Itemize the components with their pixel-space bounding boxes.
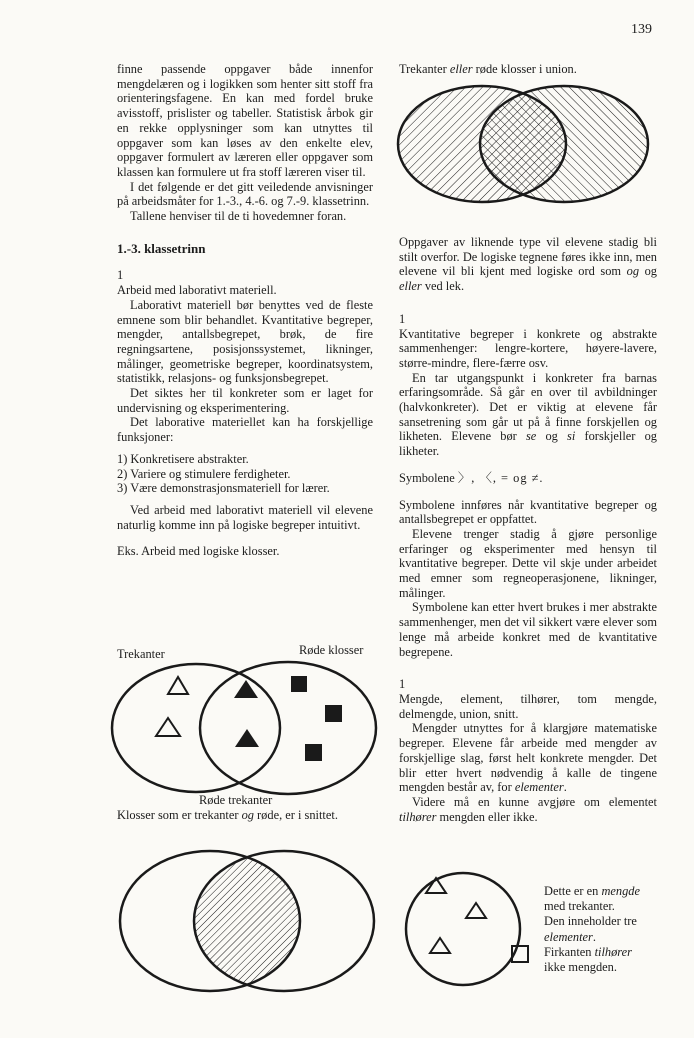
set-diagram [402,866,542,996]
page-number: 139 [631,22,652,37]
topic-number: 1 [117,268,124,283]
paragraph-experiences: Elevene trenger stadig å gjøre personlige erfaringer og eksperimenter med hensyn til kvantitative begreper. Dette vil skje under arbeidet med emner som regneoperasjonene, likninger, målinger. [399,526,657,600]
paragraph-functions: Det laborative materiellet kan ha forskjellige funksjoner: [117,415,373,445]
union-caption: Trekanter eller røde klosser i union. [399,62,577,76]
right-column [399,62,657,77]
venn-union [394,82,656,210]
paragraph-abstract: Symbolene kan etter hvert brukes i mer abstrakte sammenhenger, men det vil sikkert være elever som lenge må arbeide konkret med de kvantitative begrepene. [399,600,657,659]
list-item: 3) Være demonstrasjonsmateriell for lærer. [117,481,330,496]
venn-logic-blocks [110,660,382,796]
set-caption: Dette er en mengde med trekanter. Den inneholder tre elementer. Firkanten tilhører ikke mengden. [544,884,640,975]
paragraph-guidance: I det følgende er det gitt veiledende anvisninger på arbeidsmåter for 1.-3., 4.-6. og 7.-9. klassetrinn. [117,179,373,209]
paragraph-concrete: Det siktes her til konkreter som er laget for undervisning og eksperimentering. [117,386,373,415]
right-body [399,235,657,824]
paragraph-quantitative: Kvantitative begreper i konkrete og abstrakte sammenhenger: lengre-kortere, høyere-lavere, større-mindre, flere-færre osv. [399,326,657,370]
left-column [117,62,373,559]
example-caption: Eks. Arbeid med logiske klosser. [117,544,280,559]
function-list [117,452,373,496]
intro-paragraph: finne passende oppgaver både innenfor mengdelæren og i logikken som henter sitt stoff fra orienteringsfagene. En kan med fordel bruke avisstoff, prislister og tabeller. Statistisk årbok gir en rekke opplysninger som kan utnyttes til oppgaver som kan løses av den enkelte elev, oppgaver formulert av læreren eller oppgaver som klassen kan formulere ut fra stoff læreren viser til. [117,62,373,179]
paragraph-sets: Mengder utnyttes for å klargjøre matematiske begreper. Elevene får arbeide med mengder av forskjellige slag, først helt konkrete mengder. Det blir etter hvert nødvendig å kalle de tingene mengden består av, for elementer. [399,721,657,795]
list-item: 1) Konkretisere abstrakter. [117,451,249,466]
symbols-line: Symbolene 〉, 〈, = og ≠. [399,470,544,485]
paragraph-symbols-intro: Symbolene innføres når kvantitative begreper og antallsbegrepet er oppfattet. [399,497,657,527]
symbols: 〉, 〈, = og ≠. [457,470,544,485]
square-filled-icon [305,744,322,761]
paragraph-starting-point: En tar utgangspunkt i konkreter fra barnas erfaringsområde. Så går en over til avbildninger (halvkonkreter). Det er viktig at elevene får sansetrening som går ut på å finne forskjellen og likheten. Elevene bør se og si forskjeller og likheter. [399,370,657,459]
snitt-caption: Klosser som er trekanter og røde, er i snittet. [117,808,338,822]
triangle-filled-icon [235,729,259,747]
square-filled-icon [325,705,342,722]
topic-number: 1 [399,311,406,326]
paragraph-lab-material: Laborativt materiell bør benyttes ved de fleste emnene som blir behandlet. Kvantitative begreper, mengder, antallsbegrepet, brøk, de fire regningsartene, posisjonssystemet, likninger, målinger, geometriske begreper, koordinatsystem, statistikk, relasjons- og funksjonsbegrepet. [117,297,373,386]
subheading: Arbeid med laborativt materiell. [117,283,277,298]
venn-intersection [116,848,378,994]
label-trekanter: Trekanter [117,647,165,661]
section-heading: 1.-3. klassetrinn [117,240,206,256]
triangle-outline-icon [156,718,180,736]
topic-number: 1 [399,677,406,692]
paragraph-set-terms: Mengde, element, tilhører, tom mengde, delmengde, union, snitt. [399,691,657,721]
label-rode-trekanter: Røde trekanter [199,793,273,807]
triangle-outline-icon [168,677,188,694]
label-rode-klosser: Røde klosser [299,643,364,657]
triangle-outline-icon [430,938,450,953]
triangle-outline-icon [466,903,486,918]
paragraph-numbers: Tallene henviser til de ti hovedemner foran. [130,209,347,224]
square-filled-icon [291,676,307,692]
paragraph-belongs: Videre må en kunne avgjøre om elementet tilhører mengden eller ikke. [399,794,657,824]
paragraph-tasks: Oppgaver av liknende type vil elevene stadig bli stilt overfor. De logiske tegnene føres ikke inn, men elevene vil bli kjent med logiske ord som og og eller ved lek. [399,235,657,294]
list-item: 2) Variere og stimulere ferdigheter. [117,466,291,481]
paragraph-logic: Ved arbeid med laborativt materiell vil elevene naturlig komme inn på logiske begreper intuitivt. [117,502,373,532]
